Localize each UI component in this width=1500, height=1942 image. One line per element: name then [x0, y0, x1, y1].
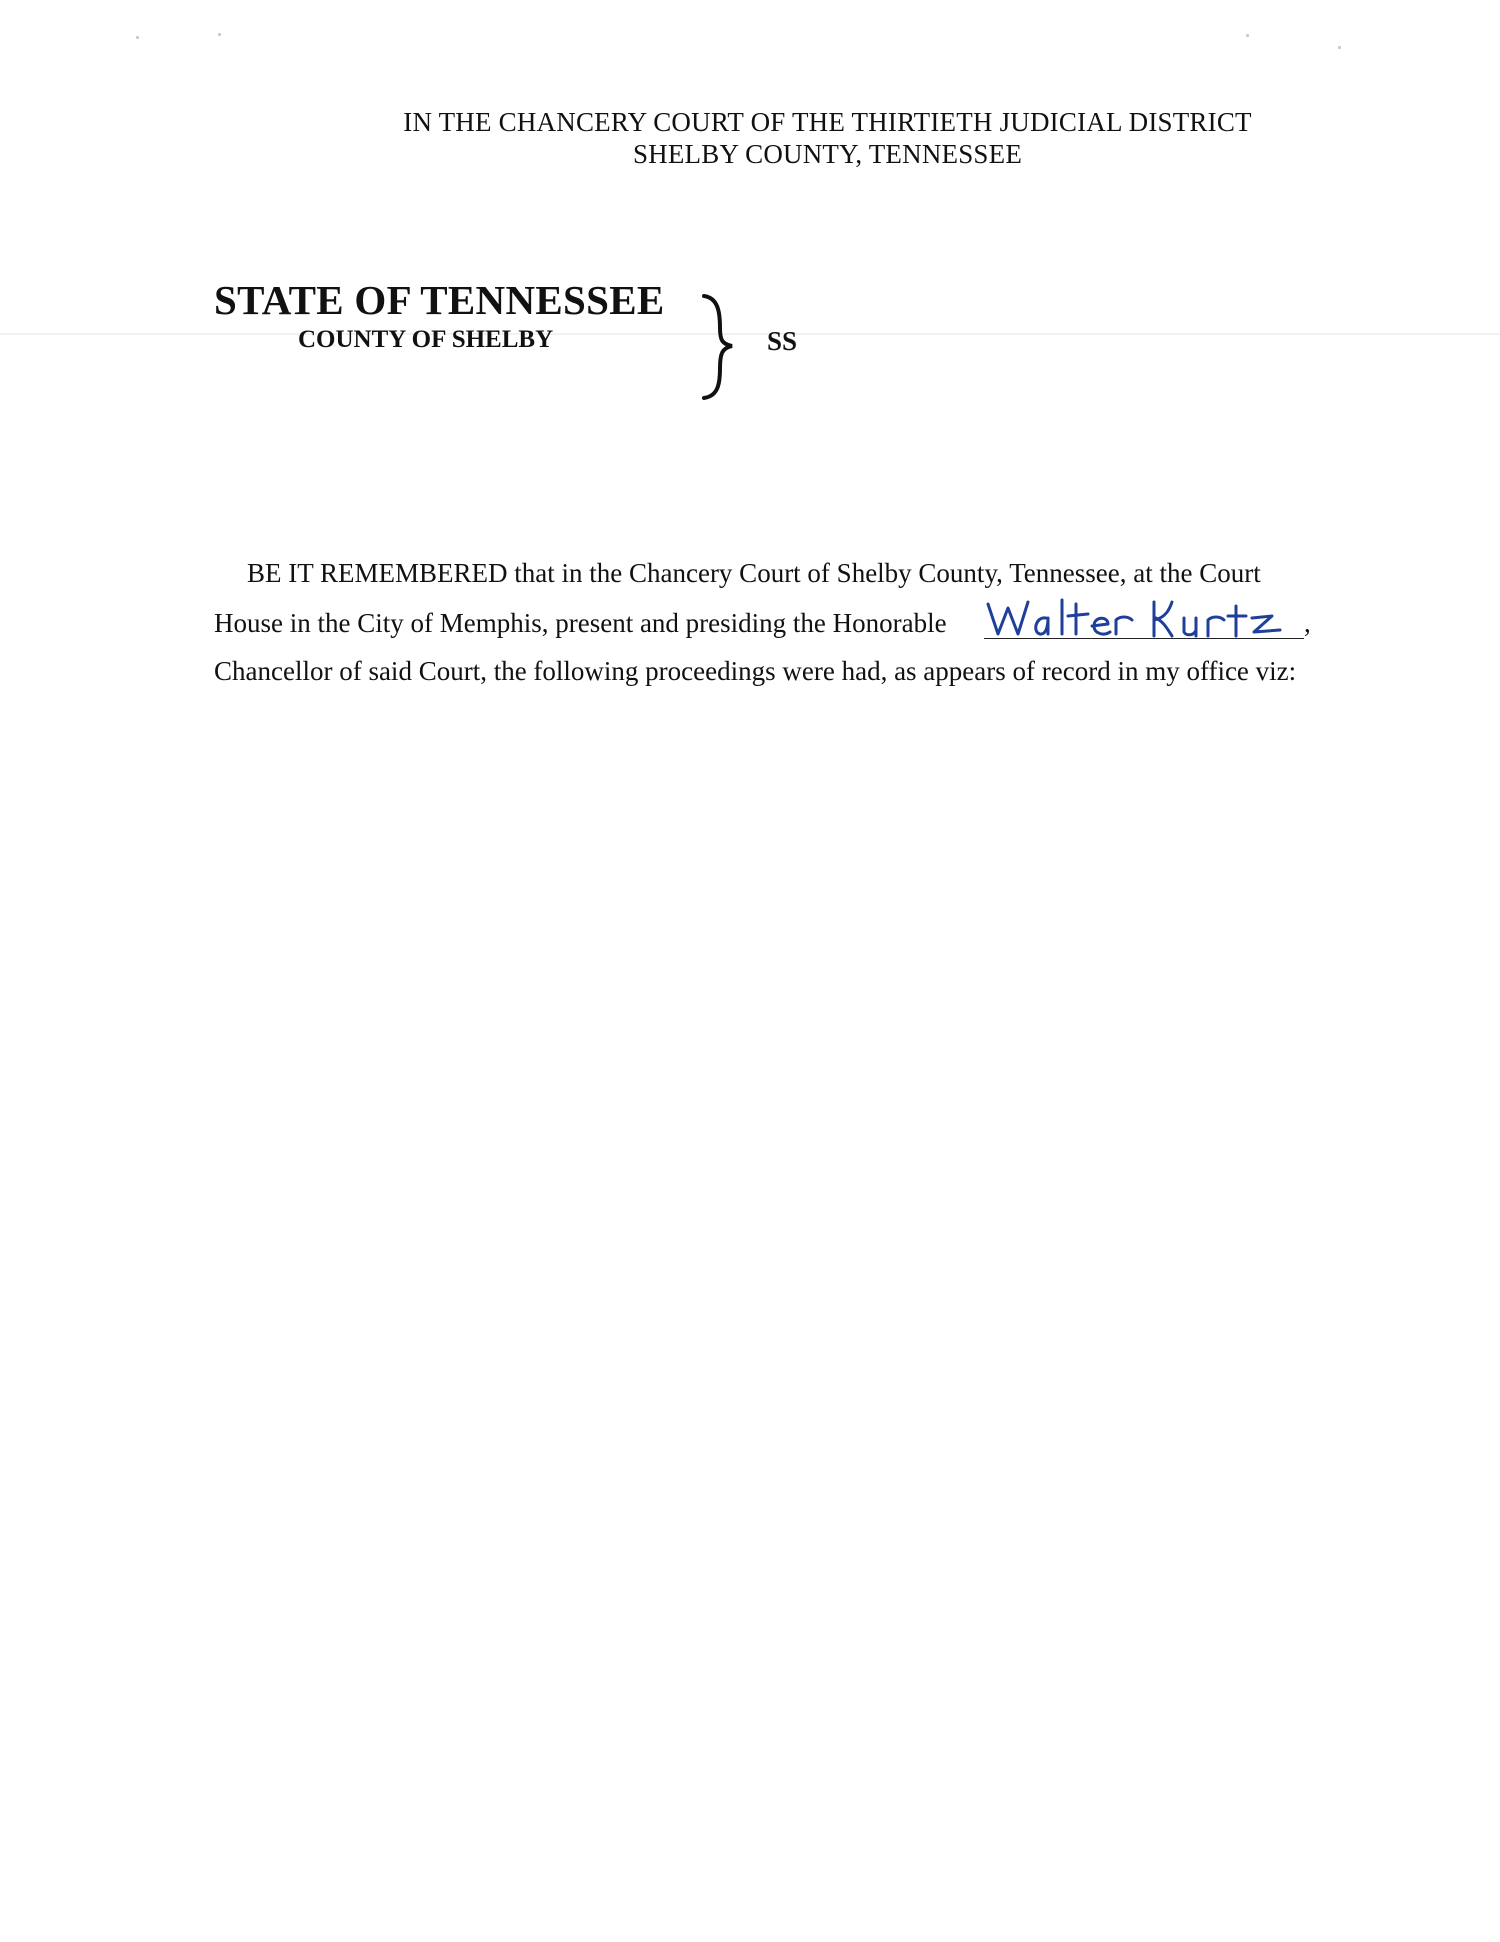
- recital-line-1: BE IT REMEMBERED that in the Chancery Court of Shelby County, Tennessee, at the Court: [247, 558, 1261, 588]
- venue-ss: SS: [767, 326, 798, 356]
- scan-speck: [136, 36, 139, 39]
- brace-icon: [700, 290, 740, 402]
- scan-artifact-line: [0, 333, 1500, 335]
- scan-speck: [1338, 46, 1341, 49]
- scan-speck: [218, 33, 221, 36]
- court-title: IN THE CHANCERY COURT OF THE THIRTIETH JUDICIAL DISTRICT: [403, 107, 1252, 137]
- recital-line-3: Chancellor of said Court, the following proceedings were had, as appears of record in my office viz:: [214, 656, 1297, 686]
- recital-line-2: House in the City of Memphis, present and presiding the Honorable: [214, 608, 947, 638]
- venue-state: STATE OF TENNESSEE: [214, 277, 665, 323]
- court-county: SHELBY COUNTY, TENNESSEE: [632, 139, 1023, 169]
- recital-comma: ,: [1304, 608, 1311, 638]
- handwritten-signature: [984, 588, 1284, 642]
- venue-county: COUNTY OF SHELBY: [298, 326, 554, 353]
- scan-speck: [1246, 34, 1249, 37]
